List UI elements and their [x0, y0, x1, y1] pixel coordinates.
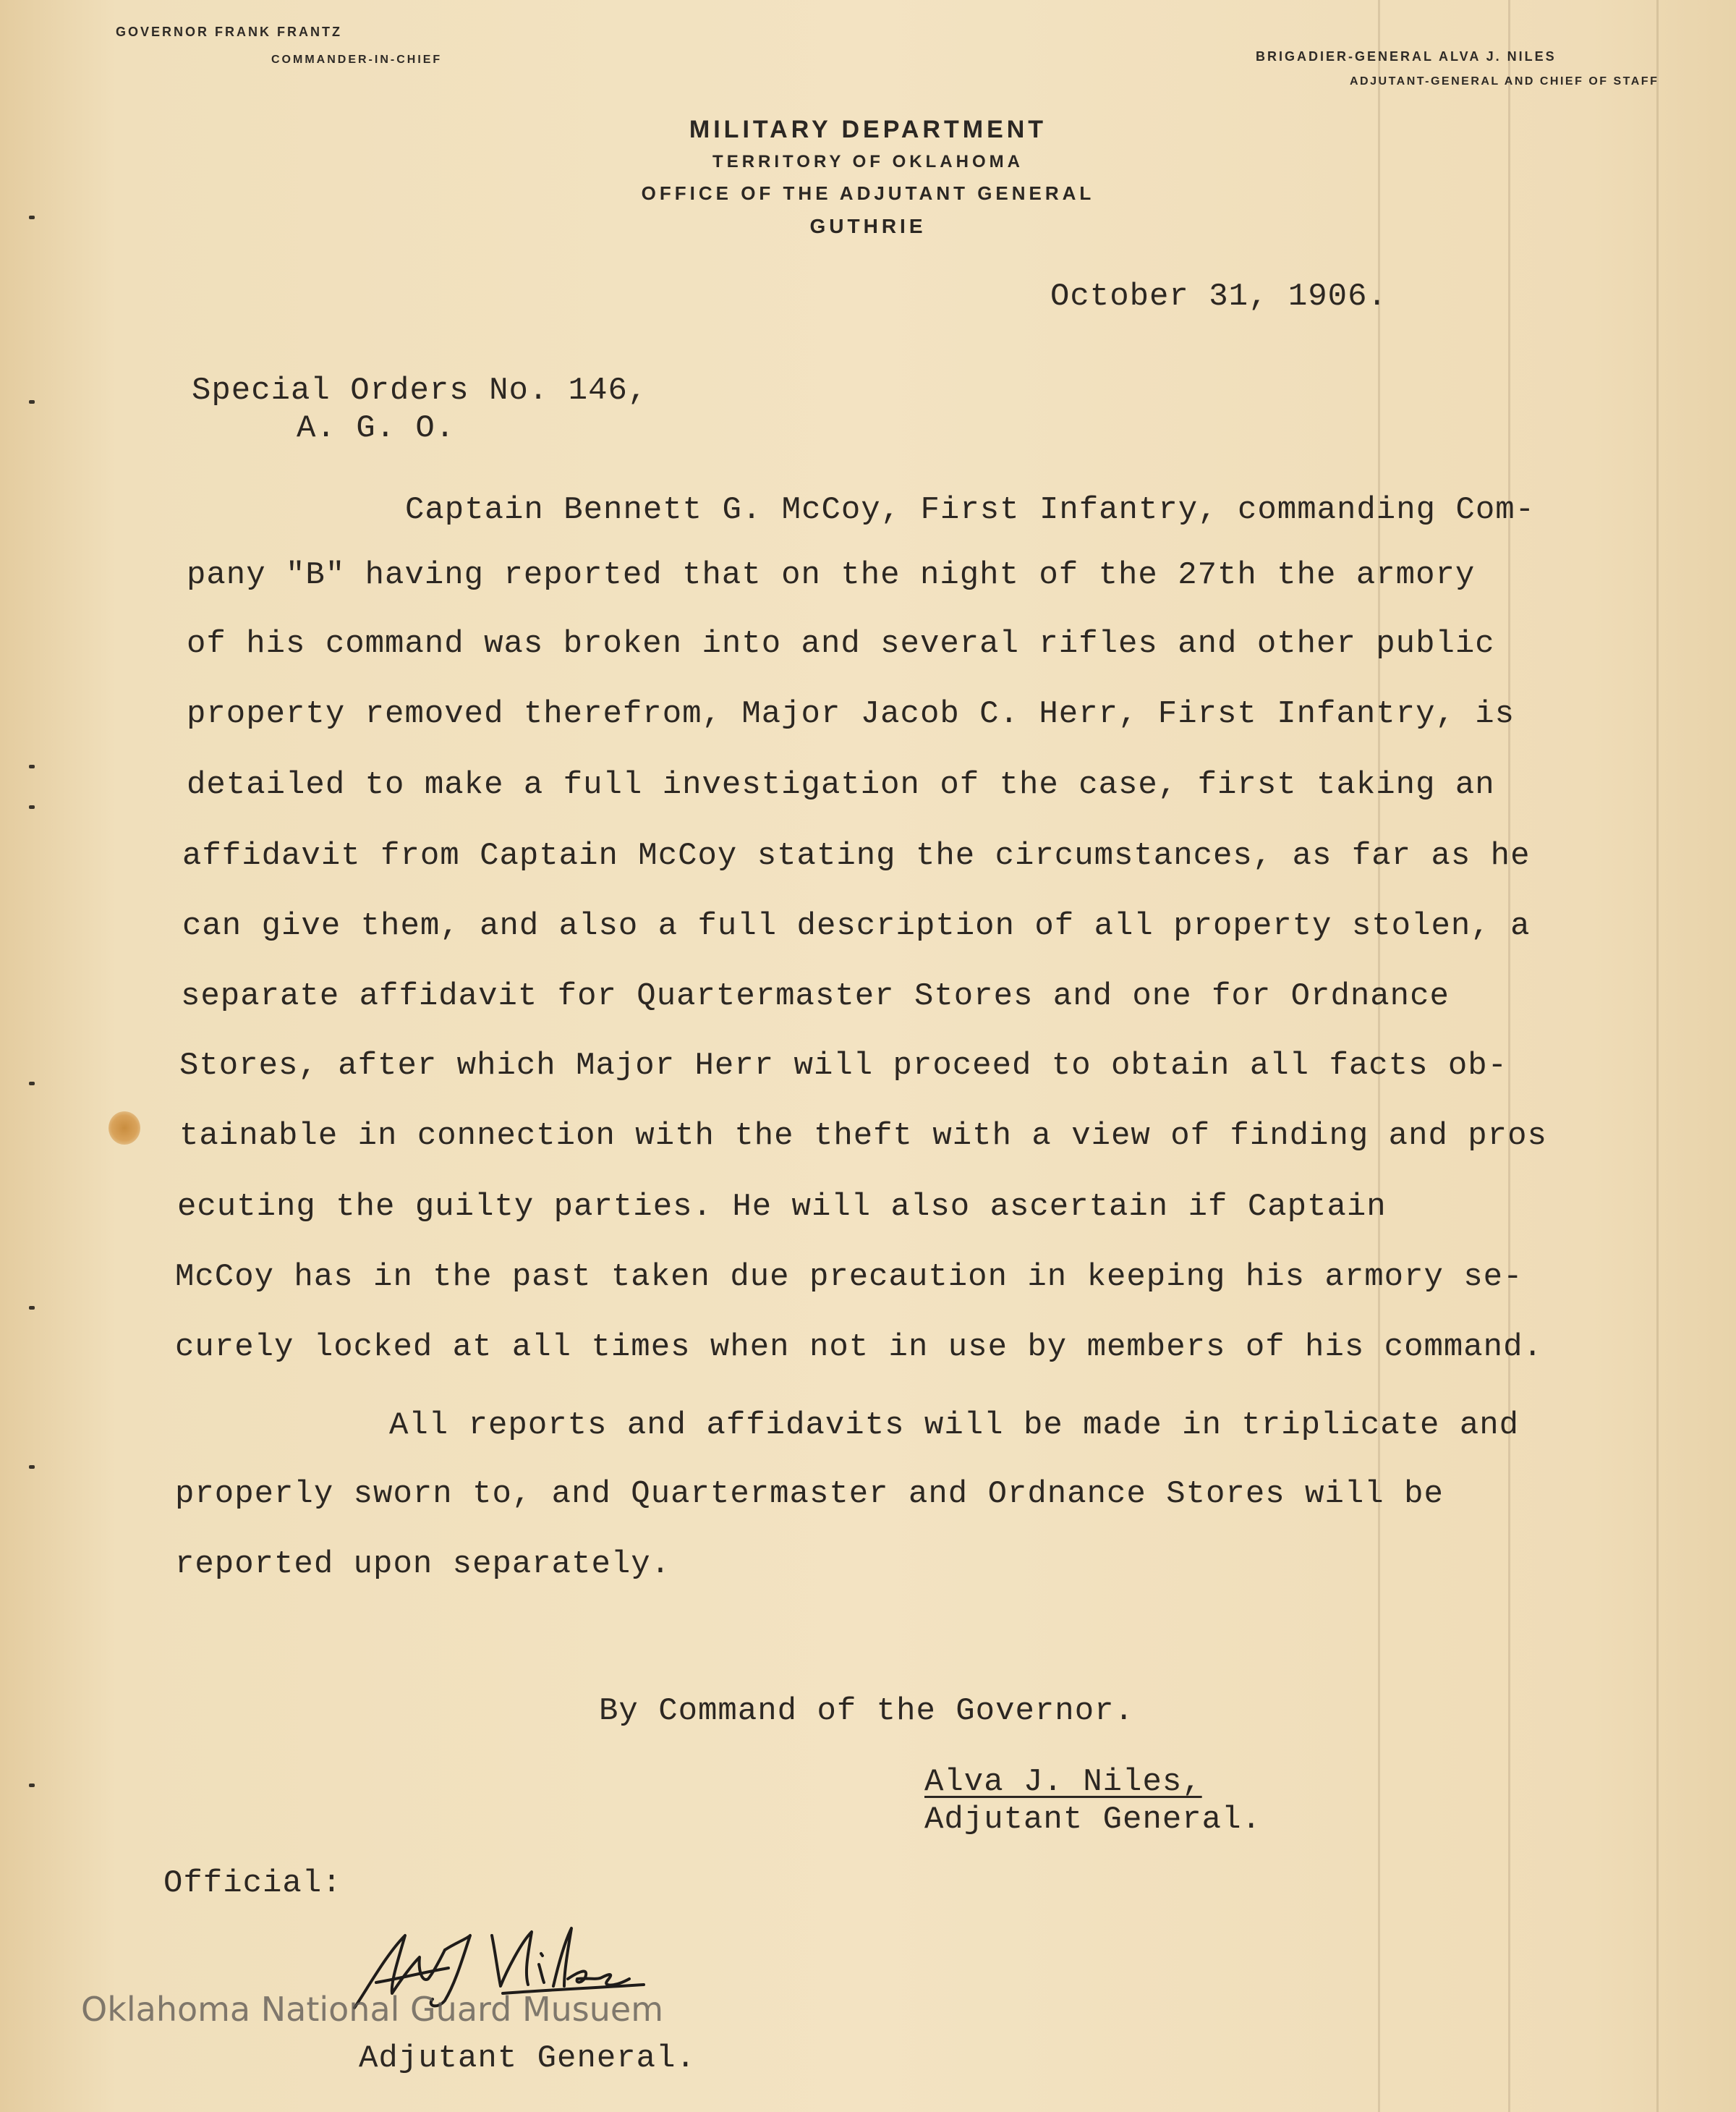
body-line: pany "B" having reported that on the night of the 27th the armory	[187, 557, 1476, 593]
body-line: curely locked at all times when not in use by members of his command.	[175, 1329, 1543, 1365]
body-line: separate affidavit for Quartermaster Stores and one for Ordnance	[181, 978, 1450, 1014]
office-abbreviation: A. G. O.	[297, 410, 456, 446]
margin-mark	[29, 805, 35, 809]
adjutant-title: ADJUTANT-GENERAL AND CHIEF OF STAFF	[1350, 75, 1659, 88]
city-heading: GUTHRIE	[809, 215, 927, 237]
body-line: detailed to make a full investigation of the case, first taking an	[187, 767, 1495, 803]
museum-watermark: Oklahoma National Guard Musuem	[81, 1990, 664, 2029]
signer-title: Adjutant General.	[924, 1802, 1261, 1838]
body-line: All reports and affidavits will be made in triplicate and	[389, 1407, 1520, 1443]
margin-mark	[29, 1784, 35, 1787]
body-line: reported upon separately.	[175, 1546, 671, 1582]
territory-heading: TERRITORY OF OKLAHOMA	[712, 152, 1024, 171]
official-title: Adjutant General.	[359, 2040, 696, 2077]
order-number: Special Orders No. 146,	[192, 373, 648, 409]
body-line: affidavit from Captain McCoy stating the circumstances, as far as he	[182, 838, 1531, 874]
letter-date: October 31, 1906.	[1050, 279, 1387, 315]
paper-stain	[109, 1111, 140, 1145]
body-line: Captain Bennett G. McCoy, First Infantry, commanding Com-	[405, 492, 1536, 528]
body-line: ecuting the guilty parties. He will also ascertain if Captain	[177, 1189, 1387, 1225]
official-label: Official:	[163, 1865, 342, 1901]
body-line: McCoy has in the past taken due precaution in keeping his armory se-	[175, 1259, 1523, 1295]
body-line: properly sworn to, and Quartermaster and Ordnance Stores will be	[175, 1476, 1444, 1512]
governor-name: GOVERNOR FRANK FRANTZ	[116, 25, 342, 39]
body-line: can give them, and also a full description of all property stolen, a	[182, 908, 1531, 944]
paper-fold-line	[1656, 0, 1659, 2112]
department-heading: MILITARY DEPARTMENT	[689, 116, 1047, 143]
office-heading: OFFICE OF THE ADJUTANT GENERAL	[641, 182, 1095, 204]
governor-title: COMMANDER-IN-CHIEF	[271, 54, 443, 66]
margin-mark	[29, 765, 35, 768]
margin-mark	[29, 1082, 35, 1085]
body-line: of his command was broken into and several rifles and other public	[187, 626, 1495, 662]
command-line: By Command of the Governor.	[599, 1693, 1134, 1729]
signer-name: Alva J. Niles,	[924, 1764, 1202, 1800]
paper-fold-line	[1508, 0, 1510, 2112]
body-line: property removed therefrom, Major Jacob C. Herr, First Infantry, is	[187, 696, 1515, 732]
margin-mark	[29, 1306, 35, 1310]
body-line: Stores, after which Major Herr will proceed to obtain all facts ob-	[179, 1048, 1508, 1084]
margin-mark	[29, 400, 35, 404]
margin-mark	[29, 1465, 35, 1469]
body-line: tainable in connection with the theft with a view of finding and pros	[179, 1118, 1547, 1154]
adjutant-name: BRIGADIER-GENERAL ALVA J. NILES	[1256, 49, 1557, 64]
